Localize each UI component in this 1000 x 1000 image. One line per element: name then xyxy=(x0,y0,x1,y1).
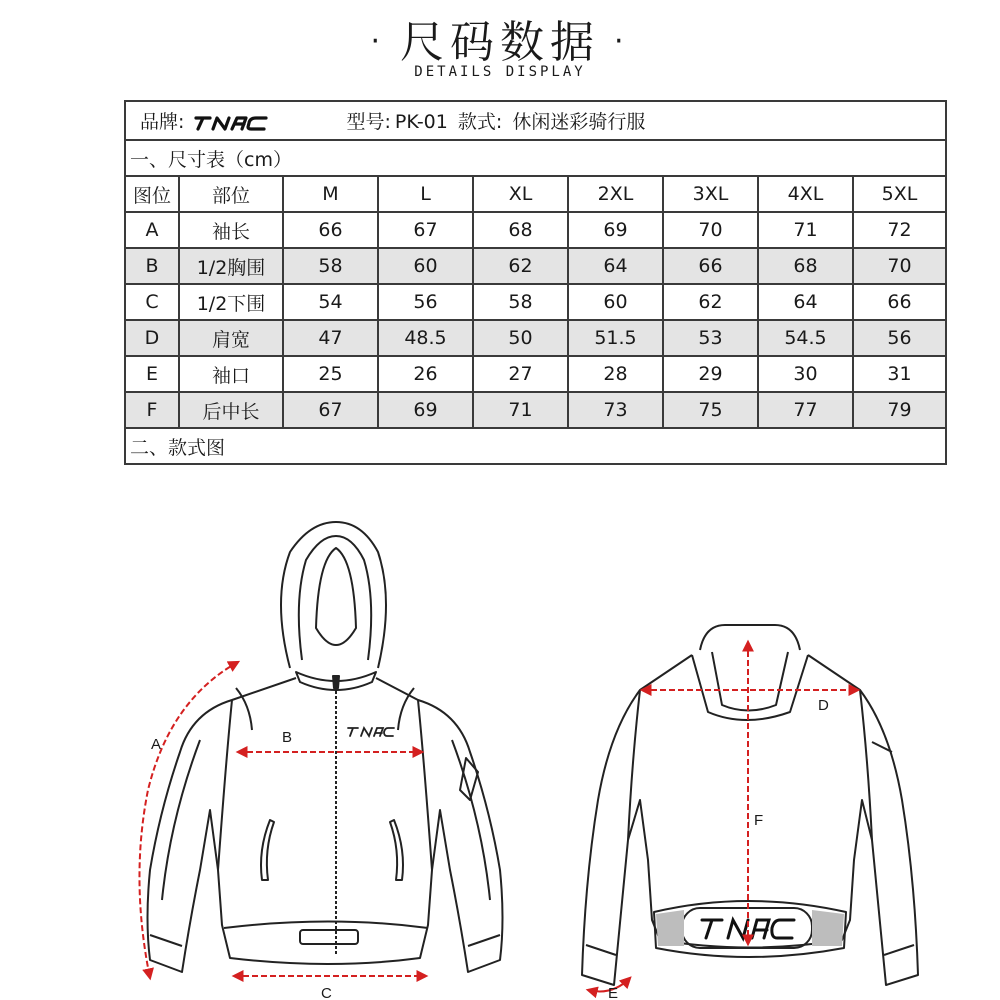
table-cell: 31 xyxy=(853,356,946,392)
table-cell: 58 xyxy=(283,248,378,284)
measure-c-label: C xyxy=(321,985,332,1000)
table-cell: 60 xyxy=(568,284,663,320)
style-section-row xyxy=(125,428,946,464)
table-cell: 30 xyxy=(758,356,853,392)
size-section-row xyxy=(125,140,946,176)
table-cell: 51.5 xyxy=(568,320,663,356)
model-value: PK-01 xyxy=(394,111,448,133)
table-cell: 54 xyxy=(283,284,378,320)
product-info-row xyxy=(125,101,946,140)
table-cell: E xyxy=(125,356,179,392)
table-cell: 后中长 xyxy=(179,392,283,428)
table-cell: 75 xyxy=(663,392,758,428)
header-cell: 部位 xyxy=(179,176,283,212)
table-cell: 71 xyxy=(758,212,853,248)
table-cell: 68 xyxy=(473,212,568,248)
table-cell: 72 xyxy=(853,212,946,248)
brand-logo-icon xyxy=(194,115,274,131)
page-header xyxy=(0,0,1000,95)
table-cell: 66 xyxy=(283,212,378,248)
table-cell: C xyxy=(125,284,179,320)
jacket-diagrams xyxy=(0,500,1000,1000)
header-cell: 2XL xyxy=(568,176,663,212)
table-cell: 53 xyxy=(663,320,758,356)
measure-e-label: E xyxy=(608,985,619,1000)
header-cell: 4XL xyxy=(758,176,853,212)
size-chart-table xyxy=(124,100,947,465)
table-cell: 70 xyxy=(853,248,946,284)
table-cell: 27 xyxy=(473,356,568,392)
table-cell: 66 xyxy=(853,284,946,320)
table-cell: 1/2下围 xyxy=(179,284,283,320)
table-cell: 1/2胸围 xyxy=(179,248,283,284)
table-cell: 62 xyxy=(663,284,758,320)
table-cell: 26 xyxy=(378,356,473,392)
size-section-title: 一、尺寸表（cm） xyxy=(125,140,946,176)
table-row xyxy=(125,356,946,392)
style-section-title: 二、款式图 xyxy=(125,428,946,464)
table-cell: 47 xyxy=(283,320,378,356)
table-cell: 29 xyxy=(663,356,758,392)
table-cell: 25 xyxy=(283,356,378,392)
table-row xyxy=(125,212,946,248)
table-cell: 79 xyxy=(853,392,946,428)
table-cell: F xyxy=(125,392,179,428)
table-row xyxy=(125,248,946,284)
front-logo-icon xyxy=(348,728,394,736)
table-cell: 60 xyxy=(378,248,473,284)
header-cell: L xyxy=(378,176,473,212)
measure-d-label: D xyxy=(818,697,829,714)
header-cell: 5XL xyxy=(853,176,946,212)
table-row xyxy=(125,320,946,356)
table-cell: B xyxy=(125,248,179,284)
measure-a-label: A xyxy=(151,736,162,753)
table-row xyxy=(125,392,946,428)
header-cell: M xyxy=(283,176,378,212)
table-row xyxy=(125,284,946,320)
table-cell: 71 xyxy=(473,392,568,428)
back-jacket-drawing xyxy=(582,625,918,985)
table-cell: 70 xyxy=(663,212,758,248)
table-header-row xyxy=(125,176,946,212)
table-cell: 48.5 xyxy=(378,320,473,356)
front-jacket-drawing xyxy=(148,522,503,972)
table-cell: 肩宽 xyxy=(179,320,283,356)
table-cell: 54.5 xyxy=(758,320,853,356)
header-cell: 3XL xyxy=(663,176,758,212)
table-cell: D xyxy=(125,320,179,356)
header-cell: 图位 xyxy=(125,176,179,212)
table-cell: 67 xyxy=(378,212,473,248)
table-cell: 袖长 xyxy=(179,212,283,248)
table-cell: 68 xyxy=(758,248,853,284)
style-label: 款式: xyxy=(457,111,503,133)
table-cell: 袖口 xyxy=(179,356,283,392)
page-title: · 尺码数据 · xyxy=(370,17,630,68)
table-cell: 62 xyxy=(473,248,568,284)
table-cell: 56 xyxy=(853,320,946,356)
table-cell: 64 xyxy=(758,284,853,320)
table-cell: 66 xyxy=(663,248,758,284)
table-cell: 28 xyxy=(568,356,663,392)
table-cell: 50 xyxy=(473,320,568,356)
measure-f-label: F xyxy=(754,812,764,829)
table-cell: 69 xyxy=(378,392,473,428)
header-cell: XL xyxy=(473,176,568,212)
table-cell: 64 xyxy=(568,248,663,284)
page-subtitle: DETAILS DISPLAY xyxy=(414,64,586,80)
table-cell: A xyxy=(125,212,179,248)
style-value: 休闲迷彩骑行服 xyxy=(512,111,646,133)
table-cell: 67 xyxy=(283,392,378,428)
table-cell: 73 xyxy=(568,392,663,428)
brand-label: 品牌: xyxy=(140,111,185,133)
table-cell: 58 xyxy=(473,284,568,320)
table-cell: 69 xyxy=(568,212,663,248)
table-cell: 56 xyxy=(378,284,473,320)
table-cell: 77 xyxy=(758,392,853,428)
model-label: 型号: xyxy=(346,111,391,133)
measure-b-label: B xyxy=(282,729,293,746)
